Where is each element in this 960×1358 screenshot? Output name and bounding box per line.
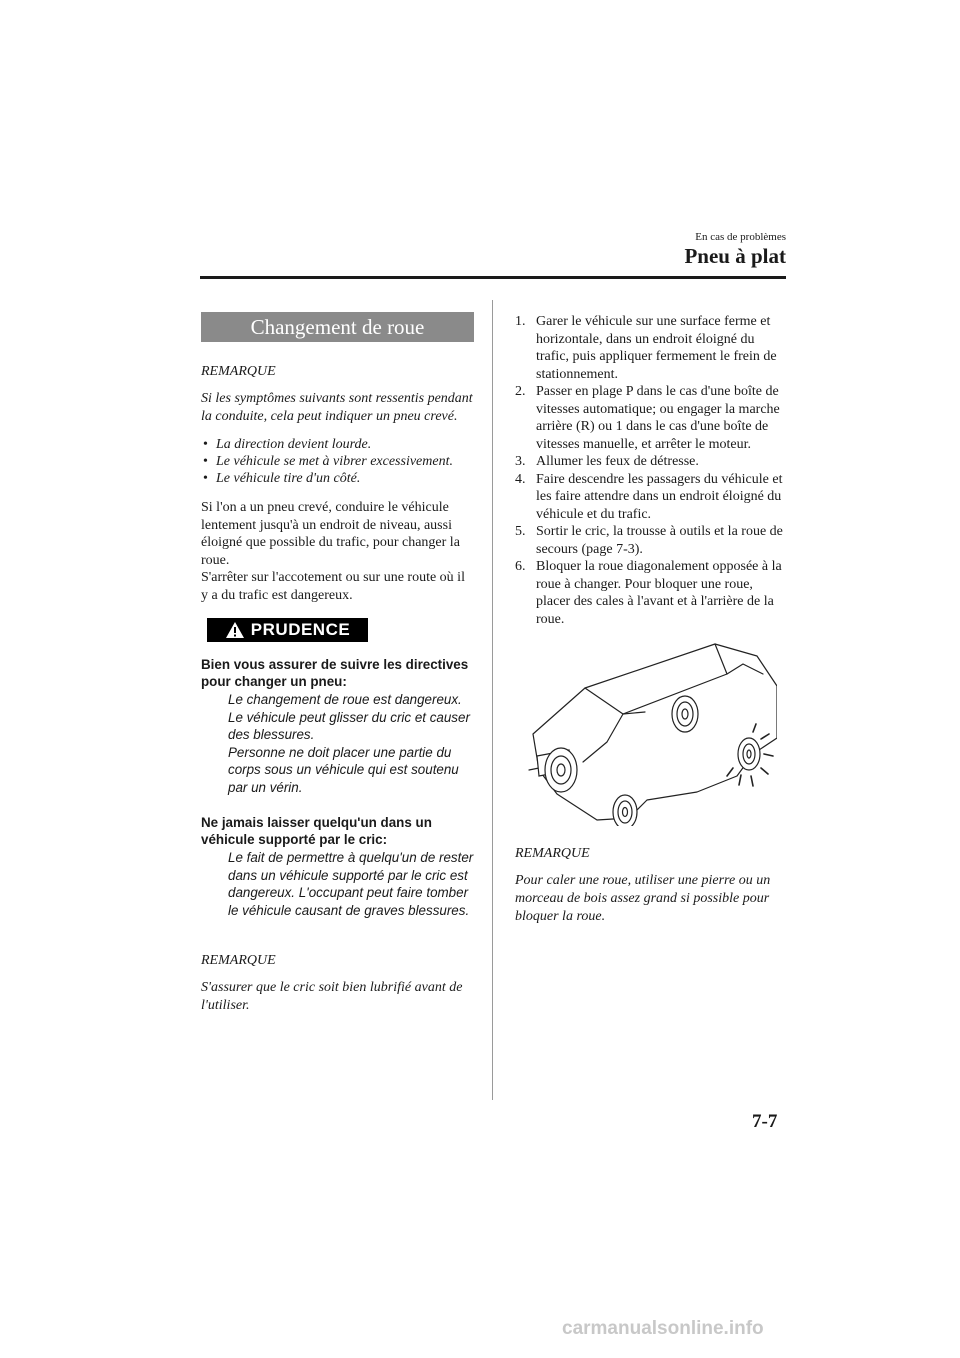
bullet-icon: • (203, 454, 208, 469)
list-item: 1. Garer le véhicule sur une surface ferme et horizontale, dans un endroit éloigné du trafic, puis appliquer fermement le frein de stationnement. (515, 314, 777, 382)
column-divider (492, 300, 493, 1100)
warning-body: Le changement de roue est dangereux. Le véhicule peut glisser du cric et causer des blessures. Personne ne doit placer une partie du corps sous un véhicule qui est soutenu par un vérin. (228, 692, 470, 795)
note-text: Si les symptômes suivants sont ressentis pendant la conduite, cela peut indiquer un pneu crevé. (201, 391, 473, 424)
list-item: 4. Faire descendre les passagers du véhicule et les faire attendre dans un endroit éloigné du véhicule et du trafic. (515, 471, 783, 522)
bullet-icon: • (203, 437, 208, 452)
warning-triangle-icon (225, 621, 245, 639)
list-item: 5. Sortir le cric, la trousse à outils et la roue de secours (page 7-3). (515, 524, 783, 557)
warning-label: PRUDENCE (250, 620, 351, 639)
note-label: REMARQUE (515, 846, 590, 861)
body-paragraph: Si l'on a un pneu crevé, conduire le véhicule lentement jusqu'à un endroit de niveau, aussi éloigné que possible du trafic, pour changer la roue. S'arrêter sur l'accotement ou sur une route où il y a du trafic est dangereux. (201, 500, 465, 603)
warning-badge (207, 618, 368, 642)
right-column (515, 313, 787, 926)
note-label: REMARQUE (201, 953, 276, 968)
warning-body: Le fait de permettre à quelqu'un de rester dans un véhicule supporté par le cric est dangereux. L'occupant peut faire tomber le véhicule causant de graves blessures. (228, 850, 474, 918)
header-section: En cas de problèmes (695, 231, 786, 243)
car-wheel-chock-illustration (527, 642, 777, 826)
warning-heading: Ne jamais laisser quelqu'un dans un véhicule supporté par le cric: (201, 815, 432, 847)
warning-item (201, 814, 474, 919)
list-item: 6. Bloquer la roue diagonalement opposée à la roue à changer. Pour bloquer une roue, placer des cales à l'avant et à l'arrière de la roue. (515, 559, 782, 627)
note-text: S'assurer que le cric soit bien lubrifié avant de l'utiliser. (201, 980, 463, 1013)
page-number: 7-7 (752, 1111, 778, 1132)
symptom-list (201, 436, 474, 487)
left-column (201, 312, 474, 1015)
list-item: • La direction devient lourde. (203, 437, 372, 452)
warning-heading: Bien vous assurer de suivre les directives pour changer un pneu: (201, 657, 469, 689)
list-item: 3. Allumer les feux de détresse. (515, 454, 699, 469)
note-text: Pour caler une roue, utiliser une pierre ou un morceau de bois assez grand si possible pour bloquer la roue. (515, 873, 771, 924)
list-item: • Le véhicule tire d'un côté. (203, 471, 361, 486)
list-item: • Le véhicule se met à vibrer excessivement. (203, 454, 453, 469)
header-rule (200, 276, 786, 279)
header-title: Pneu à plat (684, 244, 786, 268)
footer-watermark: carmanualsonline.info (562, 1318, 764, 1339)
section-title: Changement de roue (201, 312, 474, 342)
bullet-icon: • (203, 471, 208, 486)
step-list (515, 313, 787, 628)
note-label: REMARQUE (201, 364, 276, 379)
warning-item (201, 656, 474, 796)
list-item: 2. Passer en plage P dans le cas d'une boîte de vitesses automatique; ou engager la marche arrière (R) ou 1 dans le cas d'une boîte de vitesses manuelle, et arrêter le moteur. (515, 384, 780, 452)
